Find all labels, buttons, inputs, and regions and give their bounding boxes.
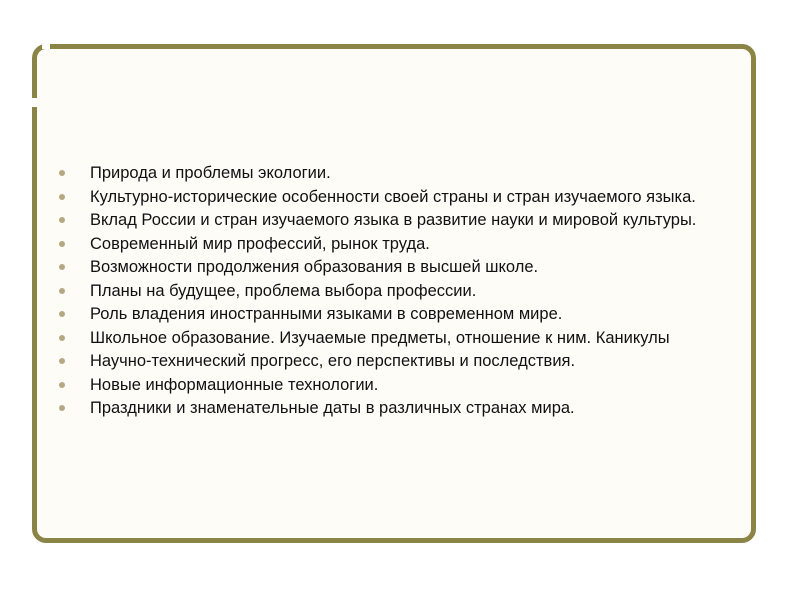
bullet-icon [59, 382, 65, 388]
bullet-icon [59, 264, 65, 270]
list-item-text: Современный мир профессий, рынок труда. [90, 234, 430, 253]
bullet-icon [59, 405, 65, 411]
topic-list [56, 163, 736, 422]
bullet-icon [59, 358, 65, 364]
list-item [56, 375, 736, 395]
list-item [56, 281, 736, 301]
list-item-text: Роль владения иностранными языками в современном мире. [90, 305, 563, 323]
list-item [56, 187, 736, 207]
list-item-text: Школьное образование. Изучаемые предметы, отношение к ним. Каникулы [90, 328, 670, 347]
list-item-text: Вклад России и стран изучаемого языка в развитие науки и мировой культуры. [90, 211, 697, 229]
list-item [56, 210, 736, 230]
list-item [56, 234, 736, 254]
bullet-icon [59, 194, 65, 200]
list-item-text: Праздники и знаменательные даты в различных странах мира. [90, 399, 575, 417]
list-item [56, 398, 736, 418]
bullet-icon [59, 335, 65, 341]
bullet-icon [59, 241, 65, 247]
bullet-icon [59, 311, 65, 317]
list-item-text: Возможности продолжения образования в высшей школе. [90, 258, 539, 276]
bullet-icon [59, 170, 65, 176]
list-item [56, 163, 736, 183]
bullet-icon [59, 288, 65, 294]
frame-notch [42, 44, 50, 49]
list-item-text: Природа и проблемы экологии. [90, 164, 331, 182]
list-item-text: Научно-технический прогресс, его перспективы и последствия. [90, 352, 576, 370]
list-item-text: Культурно-исторические особенности своей страны и стран изучаемого языка. [90, 187, 696, 206]
list-item [56, 328, 736, 348]
bullet-icon [59, 217, 65, 223]
frame-notch [32, 98, 37, 107]
list-item [56, 257, 736, 277]
list-item [56, 351, 736, 371]
list-item-text: Планы на будущее, проблема выбора профессии. [90, 281, 477, 300]
list-item-text: Новые информационные технологии. [90, 375, 379, 394]
list-item [56, 304, 736, 324]
